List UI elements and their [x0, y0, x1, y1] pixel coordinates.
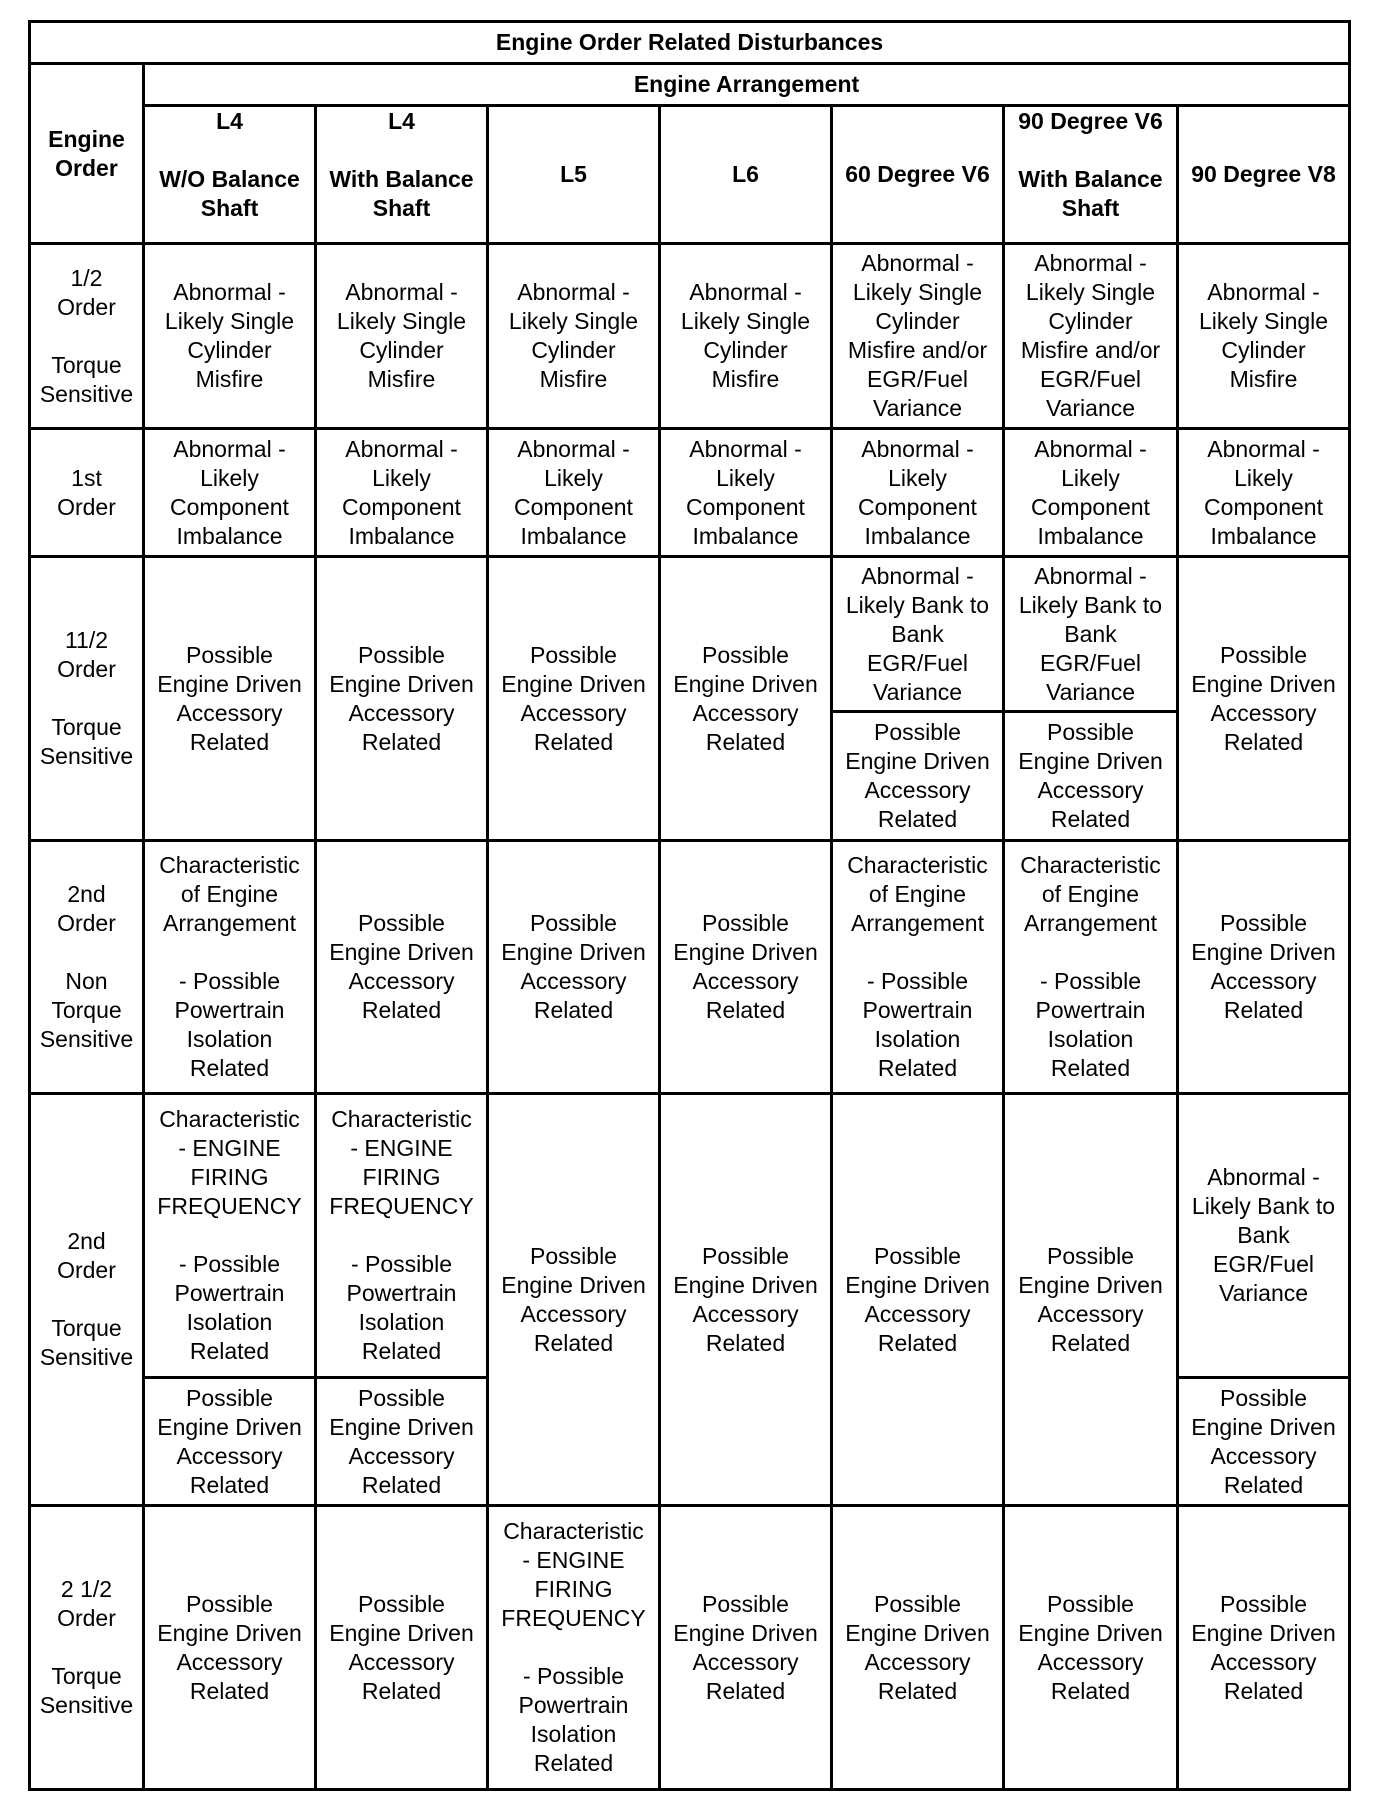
table-cell: Possible Engine Driven Accessory Related: [144, 1506, 316, 1790]
table-cell: Abnormal - Likely Single Cylinder Misfire: [316, 244, 488, 429]
row-label-second-order-torque: 2nd Order Torque Sensitive: [30, 1094, 144, 1506]
column-header-90-degree-v6: 90 Degree V6 With Balance Shaft: [1004, 106, 1178, 244]
table-cell: Abnormal - Likely Single Cylinder Misfire: [660, 244, 832, 429]
engine-arrangement-header: Engine Arrangement: [144, 64, 1350, 106]
table-cell: Possible Engine Driven Accessory Related: [1004, 1094, 1178, 1506]
table-row-one-and-half-order: [30, 557, 1350, 712]
table-cell: Possible Engine Driven Accessory Related: [1178, 841, 1350, 1094]
table-cell: Possible Engine Driven Accessory Related: [316, 1378, 488, 1506]
table-cell: Characteristic - ENGINE FIRING FREQUENCY - Possible Powertrain Isolation Related: [316, 1094, 488, 1378]
table-row-half-order: [30, 244, 1350, 429]
table-cell: Characteristic - ENGINE FIRING FREQUENCY - Possible Powertrain Isolation Related: [144, 1094, 316, 1378]
table-cell: Abnormal - Likely Component Imbalance: [144, 429, 316, 557]
table-cell: Possible Engine Driven Accessory Related: [316, 1506, 488, 1790]
engine-order-disturbance-table: [28, 20, 1351, 1791]
table-cell: Abnormal - Likely Component Imbalance: [660, 429, 832, 557]
table-cell: Possible Engine Driven Accessory Related: [832, 1094, 1004, 1506]
table-cell: Characteristic of Engine Arrangement - Possible Powertrain Isolation Related: [144, 841, 316, 1094]
disturbance-table-container: [28, 20, 1351, 1791]
table-cell: Abnormal - Likely Component Imbalance: [832, 429, 1004, 557]
table-cell: Characteristic - ENGINE FIRING FREQUENCY - Possible Powertrain Isolation Related: [488, 1506, 660, 1790]
table-cell: Abnormal - Likely Bank to Bank EGR/Fuel Variance: [1178, 1094, 1350, 1378]
row-label-one-and-half-order: 11/2 Order Torque Sensitive: [30, 557, 144, 841]
table-cell: Possible Engine Driven Accessory Related: [1004, 1506, 1178, 1790]
table-cell: Abnormal - Likely Bank to Bank EGR/Fuel Variance: [832, 557, 1004, 712]
column-header-60-degree-v6: 60 Degree V6: [832, 106, 1004, 244]
table-cell: Possible Engine Driven Accessory Related: [1178, 1506, 1350, 1790]
column-header-90-degree-v8: 90 Degree V8: [1178, 106, 1350, 244]
table-cell: Characteristic of Engine Arrangement - Possible Powertrain Isolation Related: [832, 841, 1004, 1094]
table-cell: Possible Engine Driven Accessory Related: [316, 557, 488, 841]
table-row-two-and-half-order: [30, 1506, 1350, 1790]
table-cell: Possible Engine Driven Accessory Related: [1178, 1378, 1350, 1506]
table-cell: Abnormal - Likely Component Imbalance: [488, 429, 660, 557]
row-label-first-order: 1st Order: [30, 429, 144, 557]
table-cell: Possible Engine Driven Accessory Related: [488, 557, 660, 841]
table-cell: Abnormal - Likely Single Cylinder Misfire and/or EGR/Fuel Variance: [1004, 244, 1178, 429]
table-cell: Characteristic of Engine Arrangement - Possible Powertrain Isolation Related: [1004, 841, 1178, 1094]
table-cell: Possible Engine Driven Accessory Related: [832, 712, 1004, 841]
table-row-second-order-torque: [30, 1094, 1350, 1378]
row-label-half-order: 1/2 Order Torque Sensitive: [30, 244, 144, 429]
table-cell: Possible Engine Driven Accessory Related: [660, 1506, 832, 1790]
column-header-l4-with-balance-shaft: L4 With Balance Shaft: [316, 106, 488, 244]
table-cell: Abnormal - Likely Single Cylinder Misfire: [144, 244, 316, 429]
table-cell: Abnormal - Likely Single Cylinder Misfire: [488, 244, 660, 429]
table-cell: Possible Engine Driven Accessory Related: [1004, 712, 1178, 841]
table-row-first-order: [30, 429, 1350, 557]
table-cell: Possible Engine Driven Accessory Related: [144, 1378, 316, 1506]
table-title: Engine Order Related Disturbances: [30, 22, 1350, 64]
table-cell: Abnormal - Likely Single Cylinder Misfire: [1178, 244, 1350, 429]
table-cell: Possible Engine Driven Accessory Related: [660, 841, 832, 1094]
table-cell: Abnormal - Likely Bank to Bank EGR/Fuel Variance: [1004, 557, 1178, 712]
table-cell: Abnormal - Likely Component Imbalance: [1178, 429, 1350, 557]
engine-order-header: Engine Order: [30, 64, 144, 244]
column-header-l6: L6: [660, 106, 832, 244]
table-cell: Possible Engine Driven Accessory Related: [660, 1094, 832, 1506]
table-cell: Possible Engine Driven Accessory Related: [316, 841, 488, 1094]
table-cell: Possible Engine Driven Accessory Related: [832, 1506, 1004, 1790]
table-cell: Abnormal - Likely Single Cylinder Misfire and/or EGR/Fuel Variance: [832, 244, 1004, 429]
row-label-two-and-half-order: 2 1/2 Order Torque Sensitive: [30, 1506, 144, 1790]
table-cell: Possible Engine Driven Accessory Related: [660, 557, 832, 841]
table-cell: Possible Engine Driven Accessory Related: [144, 557, 316, 841]
table-cell: Possible Engine Driven Accessory Related: [1178, 557, 1350, 841]
table-cell: Abnormal - Likely Component Imbalance: [316, 429, 488, 557]
row-label-second-order-non-torque: 2nd Order Non Torque Sensitive: [30, 841, 144, 1094]
table-row-second-order-non-torque: [30, 841, 1350, 1094]
column-header-l4-without-balance-shaft: L4 W/O Balance Shaft: [144, 106, 316, 244]
table-cell: Possible Engine Driven Accessory Related: [488, 1094, 660, 1506]
table-cell: Abnormal - Likely Component Imbalance: [1004, 429, 1178, 557]
table-cell: Possible Engine Driven Accessory Related: [488, 841, 660, 1094]
column-header-l5: L5: [488, 106, 660, 244]
